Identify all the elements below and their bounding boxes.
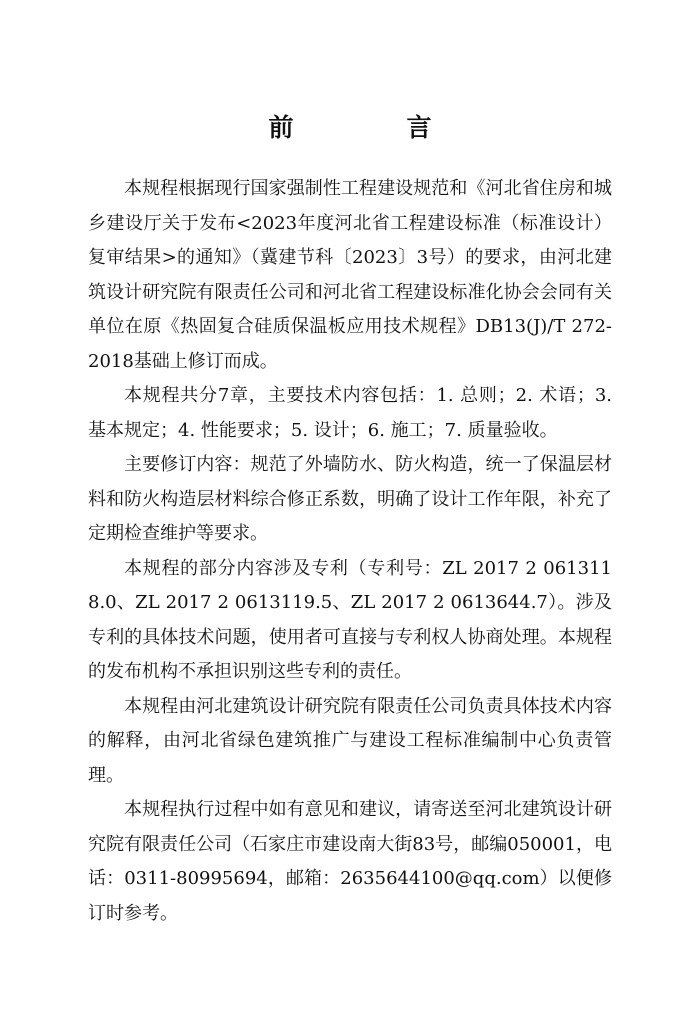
paragraph-management: 本规程由河北建筑设计研究院有限责任公司负责具体技术内容的解释，由河北省绿色建筑推广与建设工程标准编制中心负责管理。 bbox=[88, 695, 612, 786]
page-title: 前 言 bbox=[268, 113, 476, 142]
paragraph-chapters: 本规程共分7章，主要技术内容包括：1. 总则；2. 术语；3. 基本规定；4. 性能要求；5. 设计；6. 施工；7. 质量验收。 bbox=[88, 385, 612, 441]
paragraph-patents: 本规程的部分内容涉及专利（专利号：ZL 2017 2 0613118.0、ZL 2017 2 0613119.5、ZL 2017 2 0613644.7）。涉及专利的具体技术问题，使用者可直接与专利权人协商处理。本规程的发布机构不承担识别这些专利的责任。 bbox=[88, 557, 612, 682]
body-text bbox=[88, 172, 612, 931]
paragraph-revisions: 主要修订内容：规范了外墙防水、防火构造，统一了保温层材料和防火构造层材料综合修正系数，明确了设计工作年限，补充了定期检查维护等要求。 bbox=[88, 454, 612, 544]
paragraph-basis: 本规程根据现行国家强制性工程建设规范和《河北省住房和城乡建设厅关于发布<2023年度河北省工程建设标准（标准设计）复审结果>的通知》（冀建节科〔2023〕3号）的要求，由河北建筑设计研究院有限责任公司和河北省工程建设标准化协会会同有关单位在原《热固复合硅质保温板应用技术规程》DB13(J)/T 272-2018基础上修订而成。 bbox=[88, 178, 612, 372]
paragraph-feedback: 本规程执行过程中如有意见和建议，请寄送至河北建筑设计研究院有限责任公司（石家庄市建设南大街83号，邮编050001，电话：0311-80995694，邮箱：2635644100@qq.com）以便修订时参考。 bbox=[88, 799, 612, 924]
